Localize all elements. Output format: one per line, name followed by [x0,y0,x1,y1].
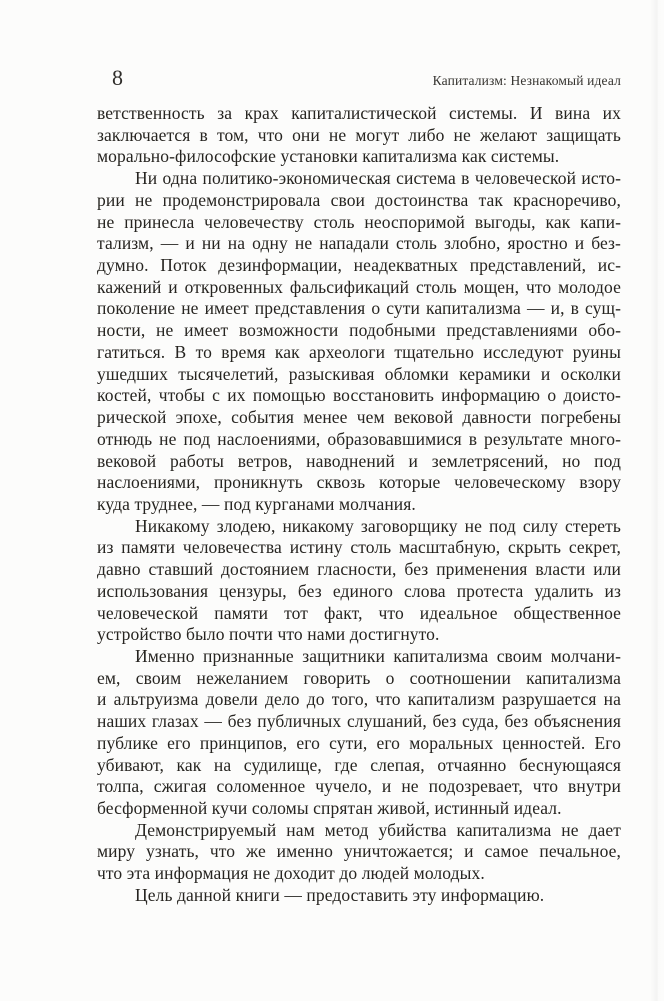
paragraph [97,820,621,885]
text-line: Цель данной книги — предоставить эту информацию. [135,884,545,905]
text-line: кажений и откровенных фальсификаций столь мощен, что молодое [97,276,621,297]
text-line: толпа, сжигая соломенное чучело, и не подозревает, что внутри [97,776,621,797]
text-line: ности, не имеет возможности подобными представлениями обо- [97,320,621,341]
text-line: публике его принципов, его сути, его моральных ценностей. Его [97,732,621,753]
text-line: бесформенной кучи соломы спрятан живой, истинный идеал. [97,798,562,818]
text-line: заключается в том, что они не могут либо не желают защищать [97,124,621,145]
paragraph [97,103,621,168]
text-line: ветственность за крах капиталистической системы. И вина их [97,103,621,123]
text-line: из памяти человечества истину столь масштабную, скрыть секрет, [97,537,621,558]
text-line: не принесла человечеству столь неоспоримой выгоды, как капи- [97,211,621,232]
text-line: и альтруизма довели дело до того, что капитализм разрушается на [97,689,621,710]
text-line: Никакому злодею, никакому заговорщику не под силу стереть [135,515,621,536]
scan-edge-artifact [650,0,664,1001]
text-line: давно ставший достоянием гласности, без применения власти или [97,559,621,580]
page-header [97,66,621,90]
text-line: рической эпохе, события менее чем вековой давности погребены [97,407,621,428]
text-line: человеческой памяти тот факт, что идеальное общественное [97,602,621,623]
text-line: думно. Поток дезинформации, неадекватных представлений, ис- [97,255,621,276]
text-line: Демонстрируемый нам метод убийства капитализма не дает [135,819,621,840]
text-line: устройство было почти что нами достигнуто. [97,624,440,645]
text-line: что эта информация не доходит до людей молодых. [97,863,485,884]
text-line: куда труднее, — под курганами молчания. [97,493,416,514]
text-line: ем, своим нежеланием говорить о соотношении капитализма [97,667,621,688]
text-line: убивают, как на судилище, где слепая, отчаянно беснующаяся [97,754,621,775]
text-line: ушедших тысячелетий, разыскивая обломки керамики и осколки [97,363,621,384]
running-header: Капитализм: Незнакомый идеал [432,73,621,88]
text-line: Именно признанные защитники капитализма своим молчани- [135,645,621,666]
text-line: тализм, — и ни на одну не нападали столь злобно, яростно и без- [97,233,621,254]
text-line: Ни одна политико-экономическая система в человеческой исто- [135,168,621,189]
text-line: наших глазах — без публичных слушаний, без суда, без объяснения [97,711,621,732]
paragraph [97,516,621,646]
text-line: вековой работы ветров, наводнений и землетрясений, но под [97,450,621,471]
text-line: костей, чтобы с их помощью восстановить информацию о доисто- [97,385,621,406]
text-line: рии не продемонстрировала свои достоинства так красноречиво, [97,189,621,210]
body-text [97,103,621,907]
text-line: использования цензуры, без единого слова протеста удалить из [97,580,621,601]
text-line: отнюдь не под наслоениями, образовавшимися в результате много- [97,428,621,449]
paragraph [97,885,621,907]
paragraph [97,646,621,820]
text-line: морально-философские установки капитализма как системы. [97,146,560,167]
text-line: гатиться. В то время как археологи тщательно исследуют руины [97,341,621,362]
text-line: наслоениями, проникнуть сквозь которые человеческому взору [97,472,621,493]
paragraph [97,168,621,516]
page-number: 8 [112,65,124,90]
text-line: миру узнать, что же именно уничтожается; и самое печальное, [97,841,621,862]
text-line: поколение не имеет представления о сути капитализма — и, в сущ- [97,298,621,319]
